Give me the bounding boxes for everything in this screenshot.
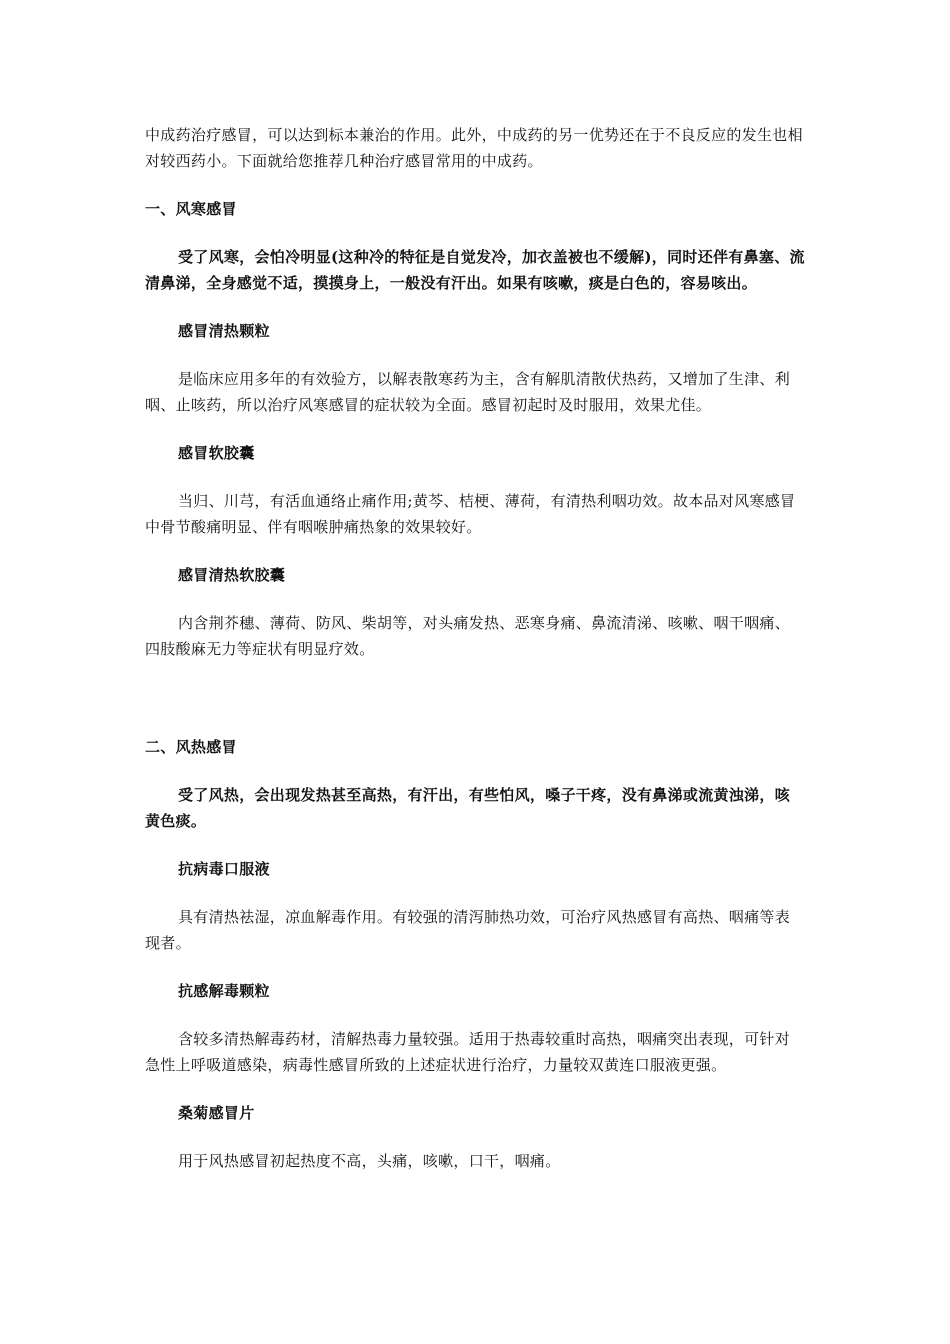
- intro-paragraph: 中成药治疗感冒，可以达到标本兼治的作用。此外，中成药的另一优势还在于不良反应的发生也相对较西药小。下面就给您推荐几种治疗感冒常用的中成药。: [145, 126, 803, 170]
- section-description-wind-cold: 受了风寒，会怕冷明显(这种冷的特征是自觉发冷，加衣盖被也不缓解)，同时还伴有鼻塞、流清鼻涕，全身感觉不适，摸摸身上，一般没有汗出。如果有咳嗽，痰是白色的，容易咳出。: [145, 248, 805, 292]
- drug-description: 是临床应用多年的有效验方，以解表散寒药为主，含有解肌清散伏热药，又增加了生津、利咽、止咳药，所以治疗风寒感冒的症状较为全面。感冒初起时及时服用，效果尤佳。: [145, 370, 791, 414]
- drug-description: 含较多清热解毒药材，清解热毒力量较强。适用于热毒较重时高热，咽痛突出表现，可针对急性上呼吸道感染，病毒性感冒所致的上述症状进行治疗，力量较双黄连口服液更强。: [145, 1030, 791, 1074]
- drug-description: 内含荆芥穗、薄荷、防风、柴胡等，对头痛发热、恶寒身痛、鼻流清涕、咳嗽、咽干咽痛、四肢酸麻无力等症状有明显疗效。: [145, 614, 791, 658]
- drug-description: 用于风热感冒初起热度不高，头痛，咳嗽，口干，咽痛。: [178, 1152, 561, 1170]
- section-heading-wind-heat: 二、风热感冒: [145, 738, 237, 756]
- drug-name: 抗病毒口服液: [178, 860, 270, 878]
- drug-description: 具有清热祛湿，凉血解毒作用。有较强的清泻肺热功效，可治疗风热感冒有高热、咽痛等表现者。: [145, 908, 791, 952]
- section-spacer: [145, 684, 805, 734]
- section-description-wind-heat: 受了风热，会出现发热甚至高热，有汗出，有些怕风，嗓子干疼，没有鼻涕或流黄浊涕，咳黄色痰。: [145, 786, 791, 830]
- section-heading-wind-cold: 一、风寒感冒: [145, 200, 237, 218]
- drug-name: 抗感解毒颗粒: [178, 982, 270, 1000]
- drug-description: 当归、川芎，有活血通络止痛作用;黄芩、桔梗、薄荷，有清热利咽功效。故本品对风寒感冒中骨节酸痛明显、伴有咽喉肿痛热象的效果较好。: [145, 492, 796, 536]
- drug-name: 感冒清热颗粒: [178, 322, 270, 340]
- drug-name: 感冒清热软胶囊: [178, 566, 286, 584]
- drug-name: 感冒软胶囊: [178, 444, 255, 462]
- drug-name: 桑菊感冒片: [178, 1104, 255, 1122]
- document-page: [145, 122, 805, 1196]
